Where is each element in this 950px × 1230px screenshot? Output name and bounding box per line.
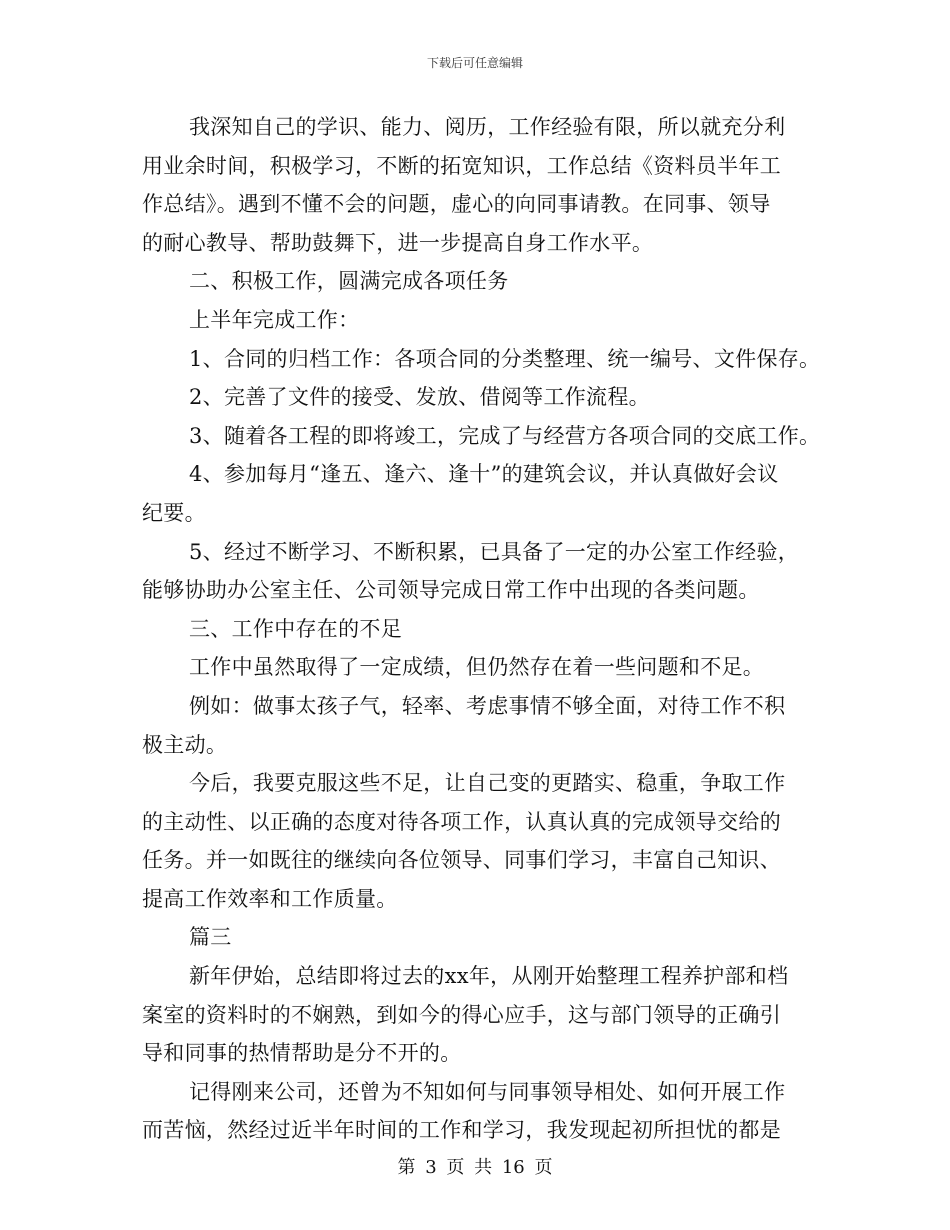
list-item: 4、参加每月“逢五、逢六、逢十”的建筑会议，并认真做好会议 (189, 462, 779, 487)
paragraph-line: 提高工作效率和工作质量。 (142, 886, 398, 911)
list-item: 1、合同的归档工作：各项合同的分类整理、统一编号、文件保存。 (189, 346, 821, 371)
paragraph-line: 案室的资料时的不娴熟，到如今的得心应手，这与部门领导的正确引 (142, 1002, 781, 1027)
page-number-footer: 第 3 页 共 16 页 (397, 1157, 553, 1178)
paragraph-line: 能够协助办公室主任、公司领导完成日常工作中出现的各类问题。 (142, 578, 760, 603)
section-heading: 二、积极工作，圆满完成各项任务 (189, 269, 509, 294)
paragraph-line: 用业余时间，积极学习，不断的拓宽知识，工作总结《资料员半年工 (142, 153, 781, 178)
paragraph-line: 任务。并一如既往的继续向各位领导、同事们学习，丰富自己知识、 (142, 848, 781, 873)
page-header: 下载后可任意编辑 (426, 56, 523, 70)
paragraph-line: 导和同事的热情帮助是分不开的。 (142, 1041, 462, 1066)
paragraph-line: 新年伊始，总结即将过去的xx年，从刚开始整理工程养护部和档 (189, 964, 789, 989)
paragraph-line: 例如：做事太孩子气，轻率、考虑事情不够全面，对待工作不积 (189, 693, 786, 718)
list-item: 5、经过不断学习、不断积累，已具备了一定的办公室工作经验， (189, 539, 800, 564)
paragraph-line: 的主动性、以正确的态度对待各项工作，认真认真的完成领导交给的 (142, 809, 781, 834)
section-heading: 三、工作中存在的不足 (189, 616, 402, 641)
list-item: 3、随着各工程的即将竣工，完成了与经营方各项合同的交底工作。 (189, 423, 821, 448)
section-heading: 篇三 (189, 925, 232, 950)
document-body (142, 108, 827, 1150)
paragraph-line: 纪要。 (142, 500, 206, 525)
paragraph-line: 我深知自己的学识、能力、阅历，工作经验有限，所以就充分利 (189, 115, 786, 139)
paragraph-line: 记得刚来公司，还曾为不知如何与同事领导相处、如何开展工作 (189, 1079, 786, 1104)
paragraph-line: 工作中虽然取得了一定成绩，但仍然存在着一些问题和不足。 (189, 655, 765, 680)
paragraph-line: 的耐心教导、帮助鼓舞下，进一步提高自身工作水平。 (142, 230, 654, 255)
paragraph-line: 作总结》。遇到不懂不会的问题，虚心的向同事请教。在同事、领导 (142, 192, 771, 217)
paragraph-line: 今后，我要克服这些不足，让自己变的更踏实、稳重，争取工作 (189, 771, 786, 796)
paragraph-line: 上半年完成工作： (189, 307, 360, 332)
paragraph-line: 极主动。 (142, 732, 228, 757)
paragraph-line: 而苦恼，然经过近半年时间的工作和学习，我发现起初所担忧的都是 (142, 1118, 781, 1143)
list-item: 2、完善了文件的接受、发放、借阅等工作流程。 (189, 385, 650, 410)
